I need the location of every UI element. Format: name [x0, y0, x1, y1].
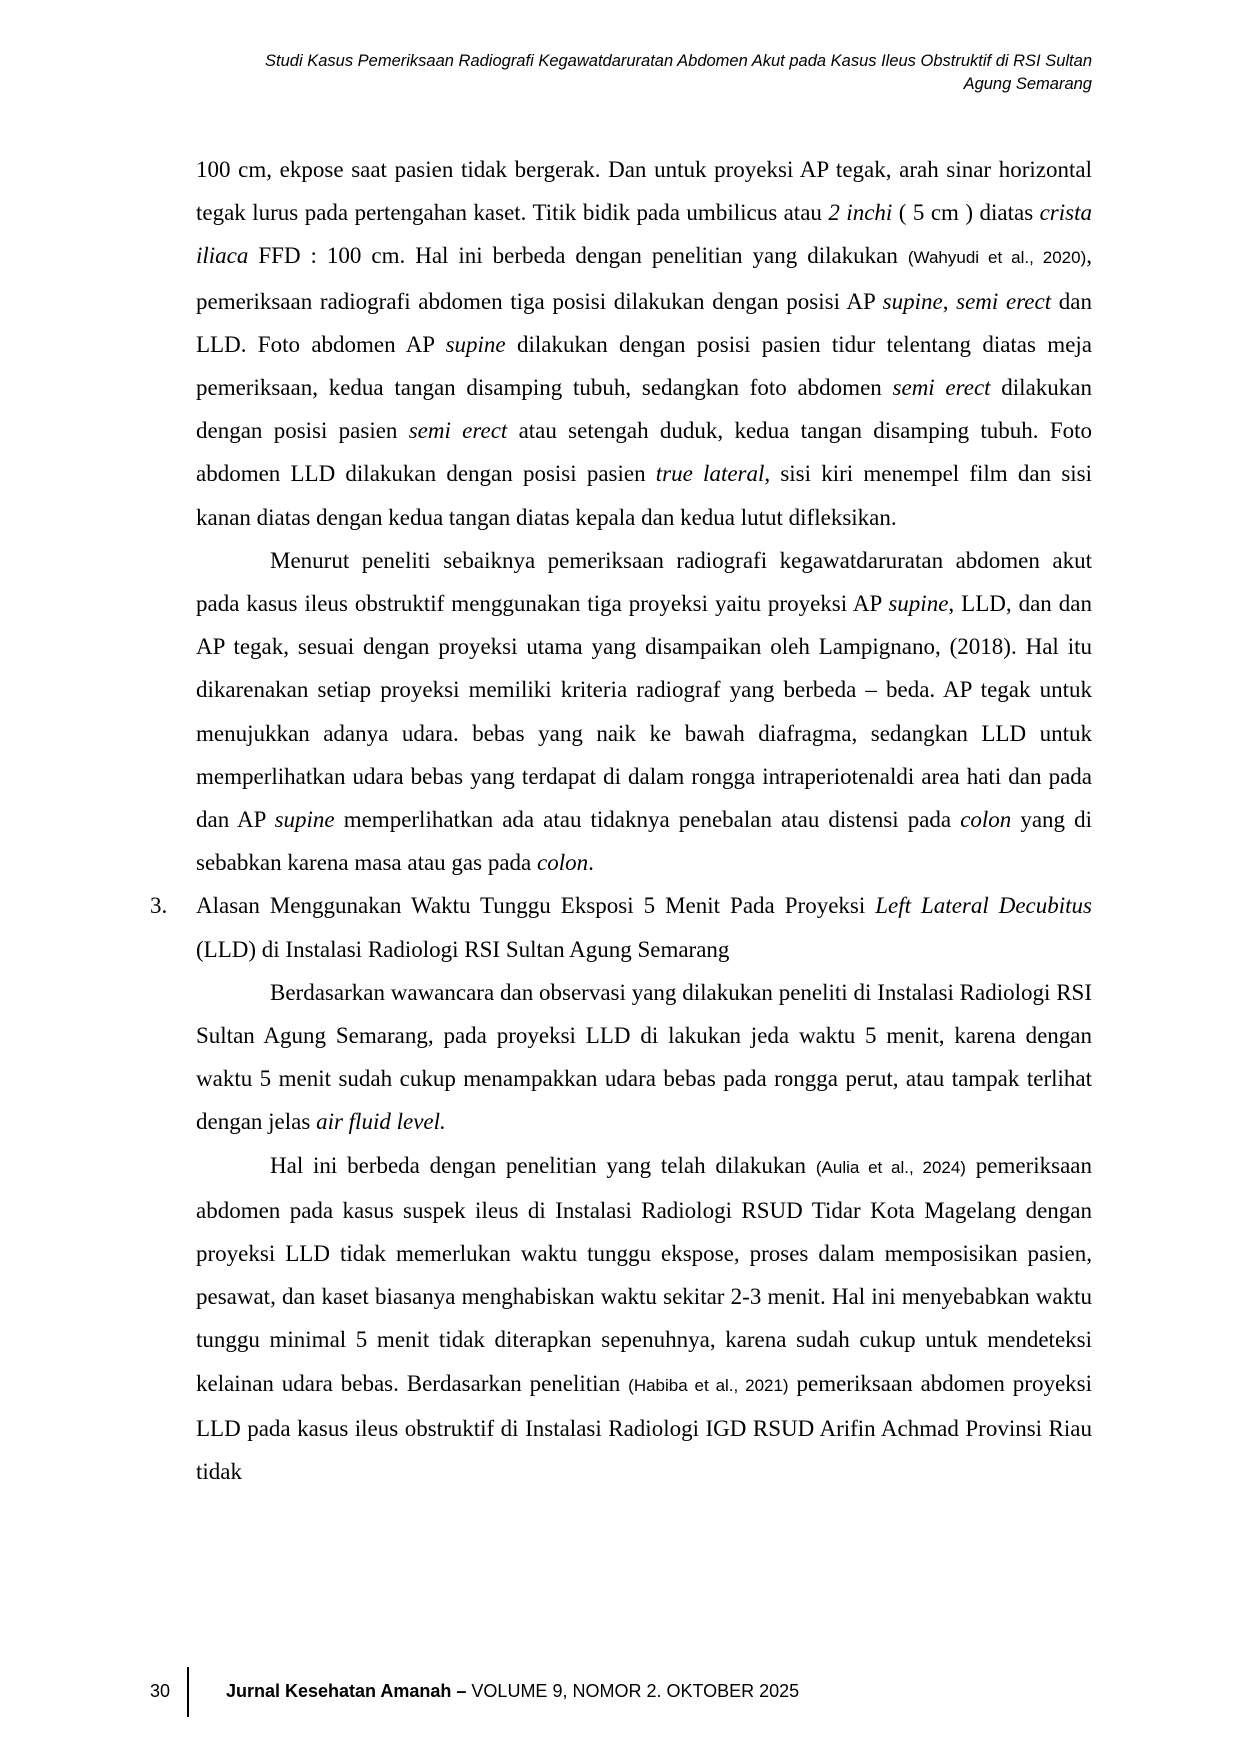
page-number: 30: [150, 1681, 171, 1701]
journal-name: Jurnal Kesehatan Amanah –: [226, 1681, 467, 1701]
article-body: [150, 148, 1093, 1493]
header-title-line2: Agung Semarang: [963, 75, 1092, 93]
paragraph-interview-findings: Berdasarkan wawancara dan observasi yang dilakukan peneliti di Instalasi Radiologi RSI Sultan Agung Semarang, pada proyeksi LLD di lakukan jeda waktu 5 menit, karena dengan waktu 5 menit sudah cukup menampakkan udara bebas pada rongga perut, atau tampak terlihat dengan jelas air fluid level.: [196, 979, 1092, 1135]
paragraph-researcher-opinion: Menurut peneliti sebaiknya pemeriksaan radiografi kegawatdaruratan abdomen akut pada kasus ileus obstruktif menggunakan tiga proyeksi yaitu proyeksi AP supine, LLD, dan dan AP tegak, sesuai dengan proyeksi utama yang disampaikan oleh Lampignano, (2018). Hal itu dikarenakan setiap proyeksi memiliki kriteria radiograf yang berbeda – beda. AP tegak untuk menujukkan adanya udara. bebas yang naik ke bawah diafragma, sedangkan LLD untuk memperlihatkan udara bebas yang terdapat di dalam rongga intraperiotenaldi area hati dan pada dan AP supine memperlihatkan ada atau tidaknya penebalan atau distensi pada colon yang di sebabkan karena masa atau gas pada colon.: [196, 547, 1092, 876]
citation-habiba[interactable]: (Habiba et al., 2021): [628, 1375, 789, 1395]
header-title-line1: Studi Kasus Pemeriksaan Radiografi Kegawatdaruratan Abdomen Akut pada Kasus Ileus Obstruktif di RSI Sultan: [265, 52, 1092, 70]
citation-aulia[interactable]: (Aulia et al., 2024): [815, 1157, 966, 1177]
section-heading-3: 3. Alasan Menggunakan Waktu Tunggu Eksposi 5 Menit Pada Proyeksi Left Lateral Decubitus (LLD) di Instalasi Radiologi RSI Sultan Agung Semarang: [196, 884, 1092, 970]
journal-info: [226, 1681, 799, 1702]
paragraph-comparison-studies: Hal ini berbeda dengan penelitian yang telah dilakukan (Aulia et al., 2024) pemeriksaan abdomen pada kasus suspek ileus di Instalasi Radiologi RSUD Tidar Kota Magelang dengan proyeksi LLD tidak memerlukan waktu tunggu ekspose, proses dalam memposisikan pasien, pesawat, dan kaset biasanya menghabiskan waktu sekitar 2-3 menit. Hal ini menyebabkan waktu tunggu minimal 5 menit tidak diterapkan sepenuhnya, karena sudah cukup untuk mendeteksi kelainan udara bebas. Berdasarkan penelitian (Habiba et al., 2021) pemeriksaan abdomen proyeksi LLD pada kasus ileus obstruktif di Instalasi Radiologi IGD RSUD Arifin Achmad Provinsi Riau tidak: [196, 1152, 1092, 1485]
footer-divider: [187, 1667, 189, 1717]
citation-wahyudi[interactable]: (Wahyudi et al., 2020): [907, 248, 1087, 268]
section-number: 3.: [150, 893, 168, 919]
paragraph-projection-techniques: 100 cm, ekpose saat pasien tidak bergerak. Dan untuk proyeksi AP tegak, arah sinar horizontal tegak lurus pada pertengahan kaset. Titik bidik pada umbilicus atau 2 inchi ( 5 cm ) diatas crista iliaca FFD : 100 cm. Hal ini berbeda dengan penelitian yang dilakukan (Wahyudi et al., 2020), pemeriksaan radiografi abdomen tiga posisi dilakukan dengan posisi AP supine, semi erect dan LLD. Foto abdomen AP supine dilakukan dengan posisi pasien tidur telentang diatas meja pemeriksaan, kedua tangan disamping tubuh, sedangkan foto abdomen semi erect dilakukan dengan posisi pasien semi erect atau setengah duduk, kedua tangan disamping tubuh. Foto abdomen LLD dilakukan dengan posisi pasien true lateral, sisi kiri menempel film dan sisi kanan diatas dengan kedua tangan diatas kepala dan kedua lutut difleksikan.: [196, 157, 1093, 530]
journal-issue: VOLUME 9, NOMOR 2. OKTOBER 2025: [466, 1681, 800, 1701]
running-header: [132, 50, 1092, 96]
